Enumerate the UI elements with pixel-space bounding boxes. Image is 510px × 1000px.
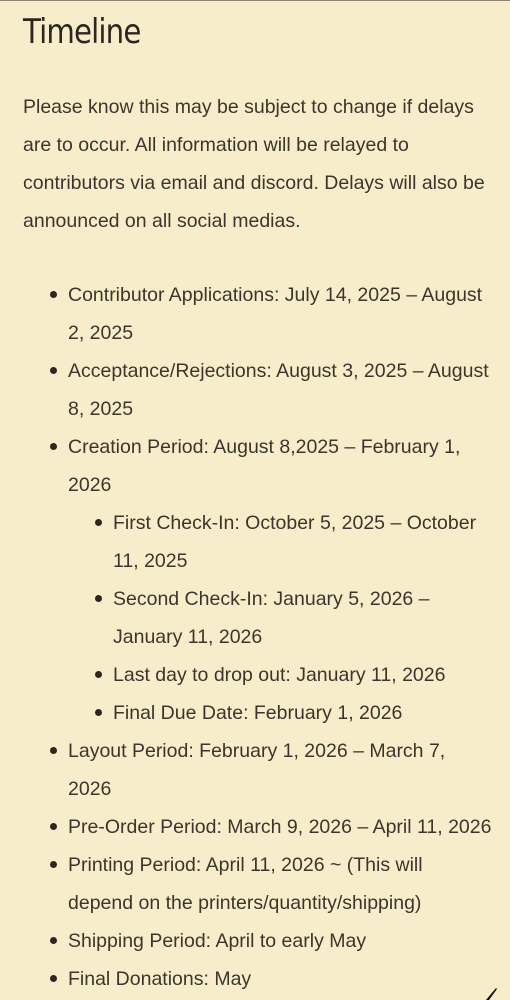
- timeline-item-text: Final Due Date: February 1, 2026: [113, 702, 403, 724]
- bullet-icon: [50, 823, 57, 830]
- timeline-section: [23, 10, 493, 998]
- timeline-item-printing-period: [68, 846, 493, 922]
- timeline-item-text: Printing Period: April 11, 2026 ~ (This will depend on the printers/quantity/shipping): [68, 854, 423, 914]
- bullet-icon: [95, 519, 102, 526]
- timeline-item-layout-period: [68, 732, 493, 808]
- timeline-item-text: Pre-Order Period: March 9, 2026 – April 11, 2026: [68, 816, 492, 838]
- timeline-item-text: Contributor Applications: July 14, 2025 – August 2, 2025: [68, 284, 483, 344]
- bullet-icon: [50, 861, 57, 868]
- timeline-subitem-drop-out: [113, 656, 493, 694]
- timeline-item-shipping-period: [68, 922, 493, 960]
- timeline-item-contributor-applications: [68, 276, 493, 352]
- bullet-icon: [50, 443, 57, 450]
- timeline-item-text: Acceptance/Rejections: August 3, 2025 – August 8, 2025: [68, 360, 489, 420]
- timeline-subitem-final-due-date: [113, 694, 493, 732]
- timeline-item-text: Second Check-In: January 5, 2026 – January 11, 2026: [113, 588, 430, 648]
- bullet-icon: [95, 595, 102, 602]
- timeline-item-preorder-period: [68, 808, 493, 846]
- corner-mark-icon: [484, 986, 498, 1000]
- bullet-icon: [50, 747, 57, 754]
- bullet-icon: [95, 709, 102, 716]
- bullet-icon: [50, 975, 57, 982]
- top-divider: [0, 0, 510, 1]
- timeline-list: [23, 276, 493, 998]
- timeline-item-text: Last day to drop out: January 11, 2026: [113, 664, 446, 686]
- bullet-icon: [50, 291, 57, 298]
- timeline-item-text: Final Donations: May: [68, 968, 252, 990]
- timeline-item-final-donations: [68, 960, 493, 998]
- creation-sub-list: [68, 504, 493, 732]
- timeline-item-text: First Check-In: October 5, 2025 – October 11, 2025: [113, 512, 477, 572]
- timeline-item-text: Creation Period: August 8,2025 – February 1, 2026: [68, 436, 461, 496]
- timeline-item-creation-period: [68, 428, 493, 732]
- timeline-item-text: Layout Period: February 1, 2026 – March 7, 2026: [68, 740, 446, 800]
- timeline-item-acceptance-rejections: [68, 352, 493, 428]
- intro-paragraph: Please know this may be subject to change if delays are to occur. All information will be relayed to contributors via email and discord. Delays will also be announced on all social medias.: [23, 96, 485, 232]
- bullet-icon: [50, 937, 57, 944]
- bullet-icon: [50, 367, 57, 374]
- page-title: Timeline: [23, 12, 141, 52]
- timeline-subitem-first-check-in: [113, 504, 493, 580]
- timeline-subitem-second-check-in: [113, 580, 493, 656]
- bullet-icon: [95, 671, 102, 678]
- timeline-item-text: Shipping Period: April to early May: [68, 930, 367, 952]
